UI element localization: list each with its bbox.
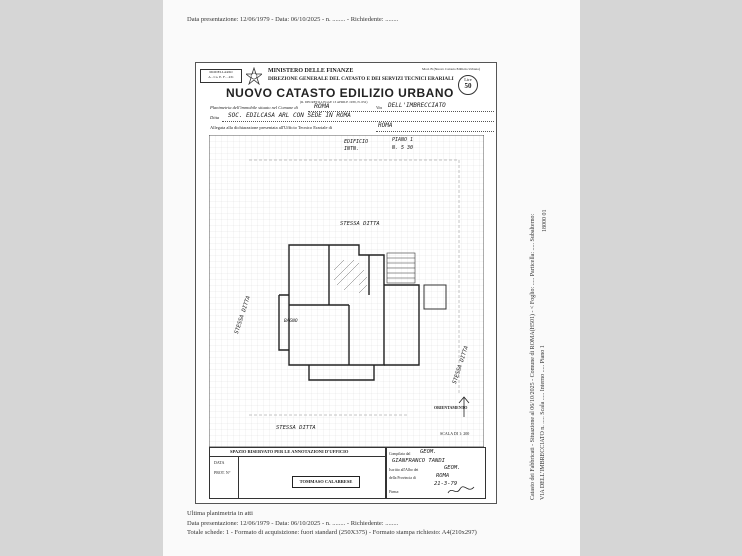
stessa-ditta-top: STESSA DITTA xyxy=(340,221,380,227)
side-caption xyxy=(530,209,548,500)
lire-stamp xyxy=(458,75,478,95)
compilata-label: Compilata dal xyxy=(389,452,411,456)
intn-label: INTN. xyxy=(344,146,360,152)
orientamento-label: ORIENTAMENTO xyxy=(434,405,468,410)
document-page xyxy=(163,0,580,556)
scanned-form xyxy=(195,62,497,504)
data-label: DATA xyxy=(214,460,225,465)
compiler-box xyxy=(385,447,486,499)
model-label: Mod. B (Nuovo Catasto Edilizio Urbano) xyxy=(422,67,481,71)
iscritto-value: GEOM. xyxy=(444,465,461,471)
form-title: NUOVO CATASTO EDILIZIO URBANO xyxy=(226,86,454,100)
side-line-2: VIA DELL'IMBRECCIATO n. ..... Scala ..... Interno ..... Piano 1 xyxy=(540,345,546,500)
stessa-ditta-right: STESSA DITTA xyxy=(452,345,470,385)
num-label: N. 5 30 xyxy=(392,145,414,151)
provincia-label: della Provincia di xyxy=(389,476,416,480)
allegata-label: Allegata alla dichiarazione presentata all'Ufficio Tecnico Erariale di xyxy=(210,125,333,130)
via-label: Via xyxy=(376,105,382,110)
stessa-ditta-bottom: STESSA DITTA xyxy=(276,425,316,431)
office-stamp: TOMMASO CALABRESE xyxy=(292,476,360,488)
comune-value: ROMA xyxy=(314,102,330,110)
scala-label: SCALA DI 1: 200 xyxy=(440,431,470,436)
spazio-label: SPAZIO RISERVATO PER LE ANNOTAZIONI D'UFFICIO xyxy=(230,449,349,454)
side-page-number: 18000 01 xyxy=(542,209,548,232)
date-value: 21-3-79 xyxy=(434,481,458,487)
via-value: DELL'IMBRECCIATO xyxy=(388,102,446,109)
floor-plan-drawing xyxy=(209,135,484,447)
iscritto-label: Iscritto all'Albo dei xyxy=(389,468,419,472)
firma-label: Firma: xyxy=(389,490,400,494)
signature-icon xyxy=(446,484,476,496)
side-line-1: Catasto dei Fabbricati - Situazione al 06/10/2025 - Comune di ROMA(H501) - < Foglio: ..... Particella: ..... Subalterno: xyxy=(530,213,536,500)
republic-emblem-icon xyxy=(246,67,262,85)
ufficio-value: ROMA xyxy=(378,122,393,129)
lire-value: 50 xyxy=(464,82,472,90)
planimetria-label: Planimetria dell'immobile situato nel Comune di xyxy=(210,105,298,110)
decree-label: (R. DECRETO-LEGGE 13 APRILE 1939, N. 652) xyxy=(300,100,368,104)
stessa-ditta-left: STESSA DITTA xyxy=(234,295,252,335)
compilata-value: GEOM. xyxy=(420,449,437,455)
direction-name: DIREZIONE GENERALE DEL CATASTO E DEI SERVIZI TECNICI ERARIALI xyxy=(268,76,454,82)
prot-label: PROT. N° xyxy=(214,470,231,475)
ditta-value: SOC. EDILCASA ARL CON SEDE IN ROMA xyxy=(228,112,351,119)
header-meta-line: Data presentazione: 12/06/1979 - Data: 06/10/2025 - n. ........ - Richiedente: ........ xyxy=(187,16,399,23)
bagno-label: BAGNO xyxy=(284,319,298,324)
annotations-box xyxy=(209,447,387,499)
footer-meta-line-1: Data presentazione: 12/06/1979 - Data: 06/10/2025 - n. ........ - Richiedente: ........ xyxy=(187,520,399,527)
lire-label: Lire xyxy=(464,77,472,82)
modellario-stamp: MODELLARIO A - Ca. E. F. - 431 xyxy=(200,69,242,83)
ministry-name: MINISTERO DELLE FINANZE xyxy=(268,68,354,74)
piano-label: PIANO 1 xyxy=(392,137,414,143)
footer-meta-line-2: Totale schede: 1 - Formato di acquisizione: fuori standard (250X375) - Formato stampa richiesto: A4(210x297) xyxy=(187,529,477,536)
edificio-label: EDIFICIO xyxy=(344,139,369,145)
ditta-label: Ditta xyxy=(210,115,220,120)
ultima-label: Ultima planimetria in atti xyxy=(187,510,253,517)
provincia-value: ROMA xyxy=(436,473,450,479)
compiler-name: GIANFRANCO TANDI xyxy=(392,458,445,464)
